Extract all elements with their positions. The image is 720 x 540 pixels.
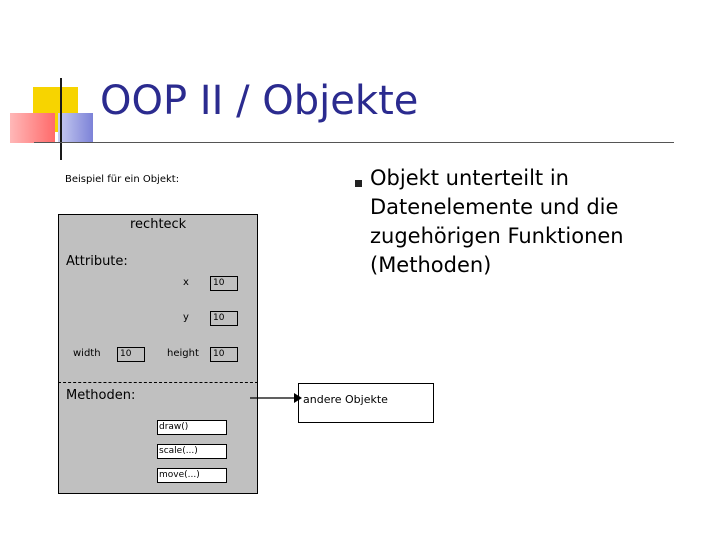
method-draw: draw()	[157, 420, 227, 435]
method-scale: scale(...)	[157, 444, 227, 459]
other-objects-box: andere Objekte	[298, 383, 434, 423]
object-name: rechteck	[130, 217, 187, 232]
attribute-name-height: height	[167, 348, 199, 359]
attribute-value-x: 10	[210, 276, 238, 291]
decor-vertical-line	[60, 78, 62, 160]
methods-label: Methoden:	[66, 388, 136, 403]
attribute-name-width: width	[73, 348, 101, 359]
bullet-text: Objekt unterteilt in Datenelemente und die zugehörigen Funktionen (Methoden)	[370, 166, 624, 277]
bullet-icon	[355, 180, 362, 187]
attribute-value-width: 10	[117, 347, 145, 362]
arrow-icon	[250, 390, 302, 406]
attributes-methods-divider	[58, 382, 258, 383]
attribute-name-x: x	[183, 277, 189, 288]
attribute-value-y: 10	[210, 311, 238, 326]
decor-blue-square	[58, 113, 93, 143]
decor-red-square	[10, 113, 55, 143]
title-underline	[34, 142, 674, 143]
attributes-label: Attribute:	[66, 254, 128, 269]
method-move: move(...)	[157, 468, 227, 483]
attribute-value-height: 10	[210, 347, 238, 362]
example-caption: Beispiel für ein Objekt:	[65, 174, 180, 185]
attribute-name-y: y	[183, 312, 189, 323]
slide-title: OOP II / Objekte	[100, 78, 419, 124]
